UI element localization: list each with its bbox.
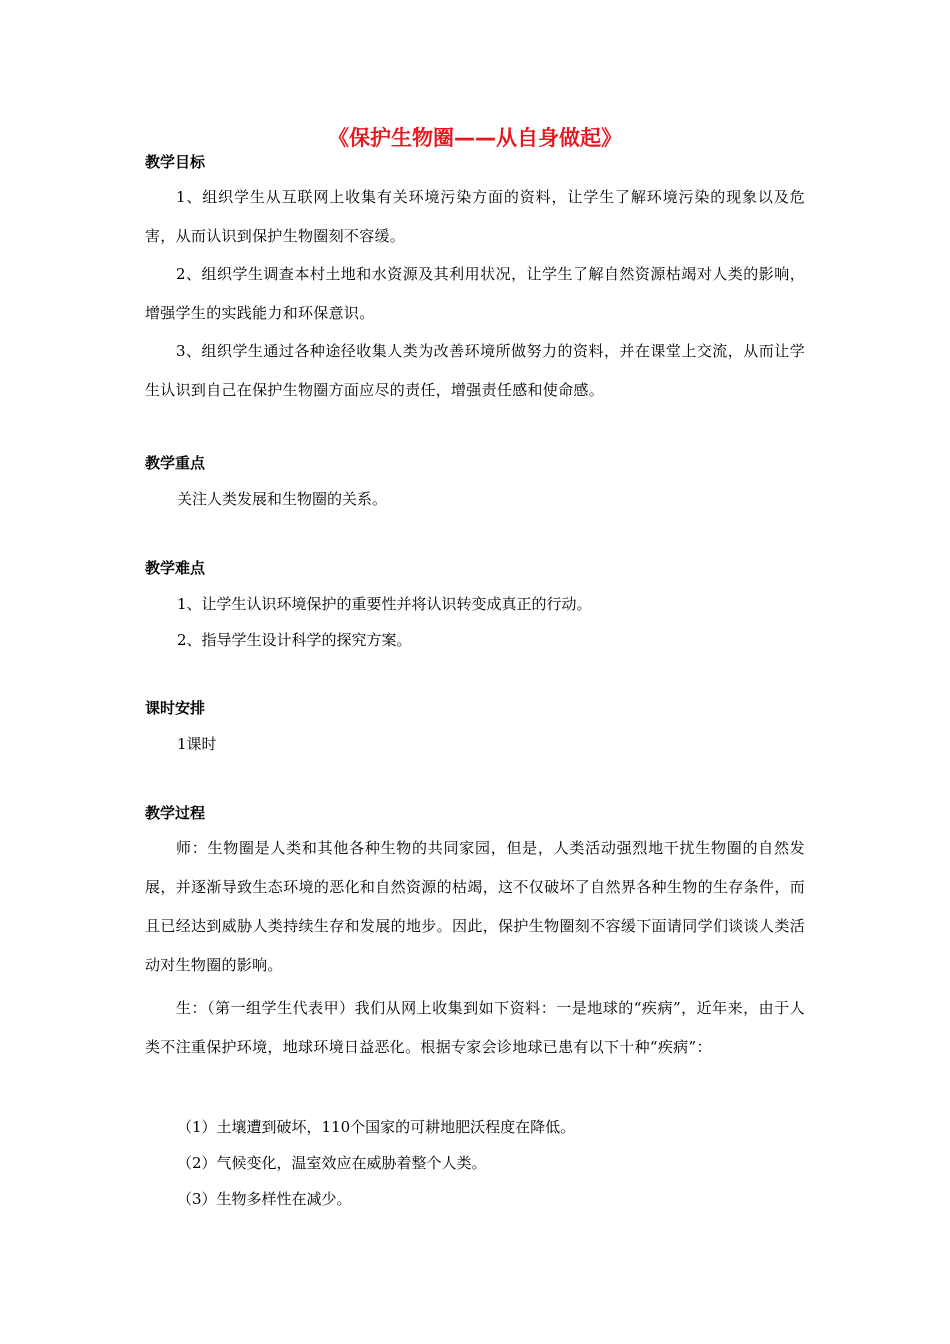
- document-title: 《保护生物圈——从自身做起》: [328, 126, 622, 150]
- process-heading: 教学过程: [145, 804, 206, 822]
- schedule-heading: 课时安排: [145, 699, 206, 717]
- objectives-heading: 教学目标: [145, 153, 206, 171]
- disease-item-2: （2）气候变化，温室效应在威胁着整个人类。: [177, 1154, 487, 1172]
- teacher-paragraph: 师：生物圈是人类和其他各种生物的共同家园，但是，人类活动强烈地干扰生物圈的自然发展，并逐渐导致生态环境的恶化和自然资源的枯竭，这不仅破坏了自然界各种生物的生存条件，而且已经达到威胁人类持续生存和发展的地步。因此，保护生物圈刻不容缓下面请同学们谈谈人类活动对生物圈的影响。: [145, 839, 805, 974]
- disease-item-1: （1）土壤遭到破坏，110个国家的可耕地肥沃程度在降低。: [177, 1118, 576, 1136]
- key-points-text: 关注人类发展和生物圈的关系。: [177, 490, 388, 508]
- key-points-heading: 教学重点: [145, 454, 206, 472]
- student-paragraph: 生：（第一组学生代表甲）我们从网上收集到如下资料：一是地球的“疾病”，近年来，由于人类不注重保护环境，地球环境日益恶化。根据专家会诊地球已患有以下十种“疾病”：: [145, 999, 805, 1056]
- objective-item-2: 2、组织学生调查本村土地和水资源及其利用状况，让学生了解自然资源枯竭对人类的影响，增强学生的实践能力和环保意识。: [145, 265, 805, 322]
- difficulty-item-1: 1、让学生认识环境保护的重要性并将认识转变成真正的行动。: [177, 595, 592, 613]
- objective-item-1: 1、组织学生从互联网上收集有关环境污染方面的资料，让学生了解环境污染的现象以及危害，从而认识到保护生物圈刻不容缓。: [145, 188, 805, 245]
- schedule-text: 1课时: [177, 735, 217, 753]
- disease-item-3: （3）生物多样性在减少。: [177, 1190, 352, 1208]
- objective-item-3: 3、组织学生通过各种途径收集人类为改善环境所做努力的资料，并在课堂上交流，从而让学生认识到自己在保护生物圈方面应尽的责任，增强责任感和使命感。: [145, 342, 805, 399]
- difficulty-item-2: 2、指导学生设计科学的探究方案。: [177, 631, 412, 649]
- difficulties-heading: 教学难点: [145, 559, 206, 577]
